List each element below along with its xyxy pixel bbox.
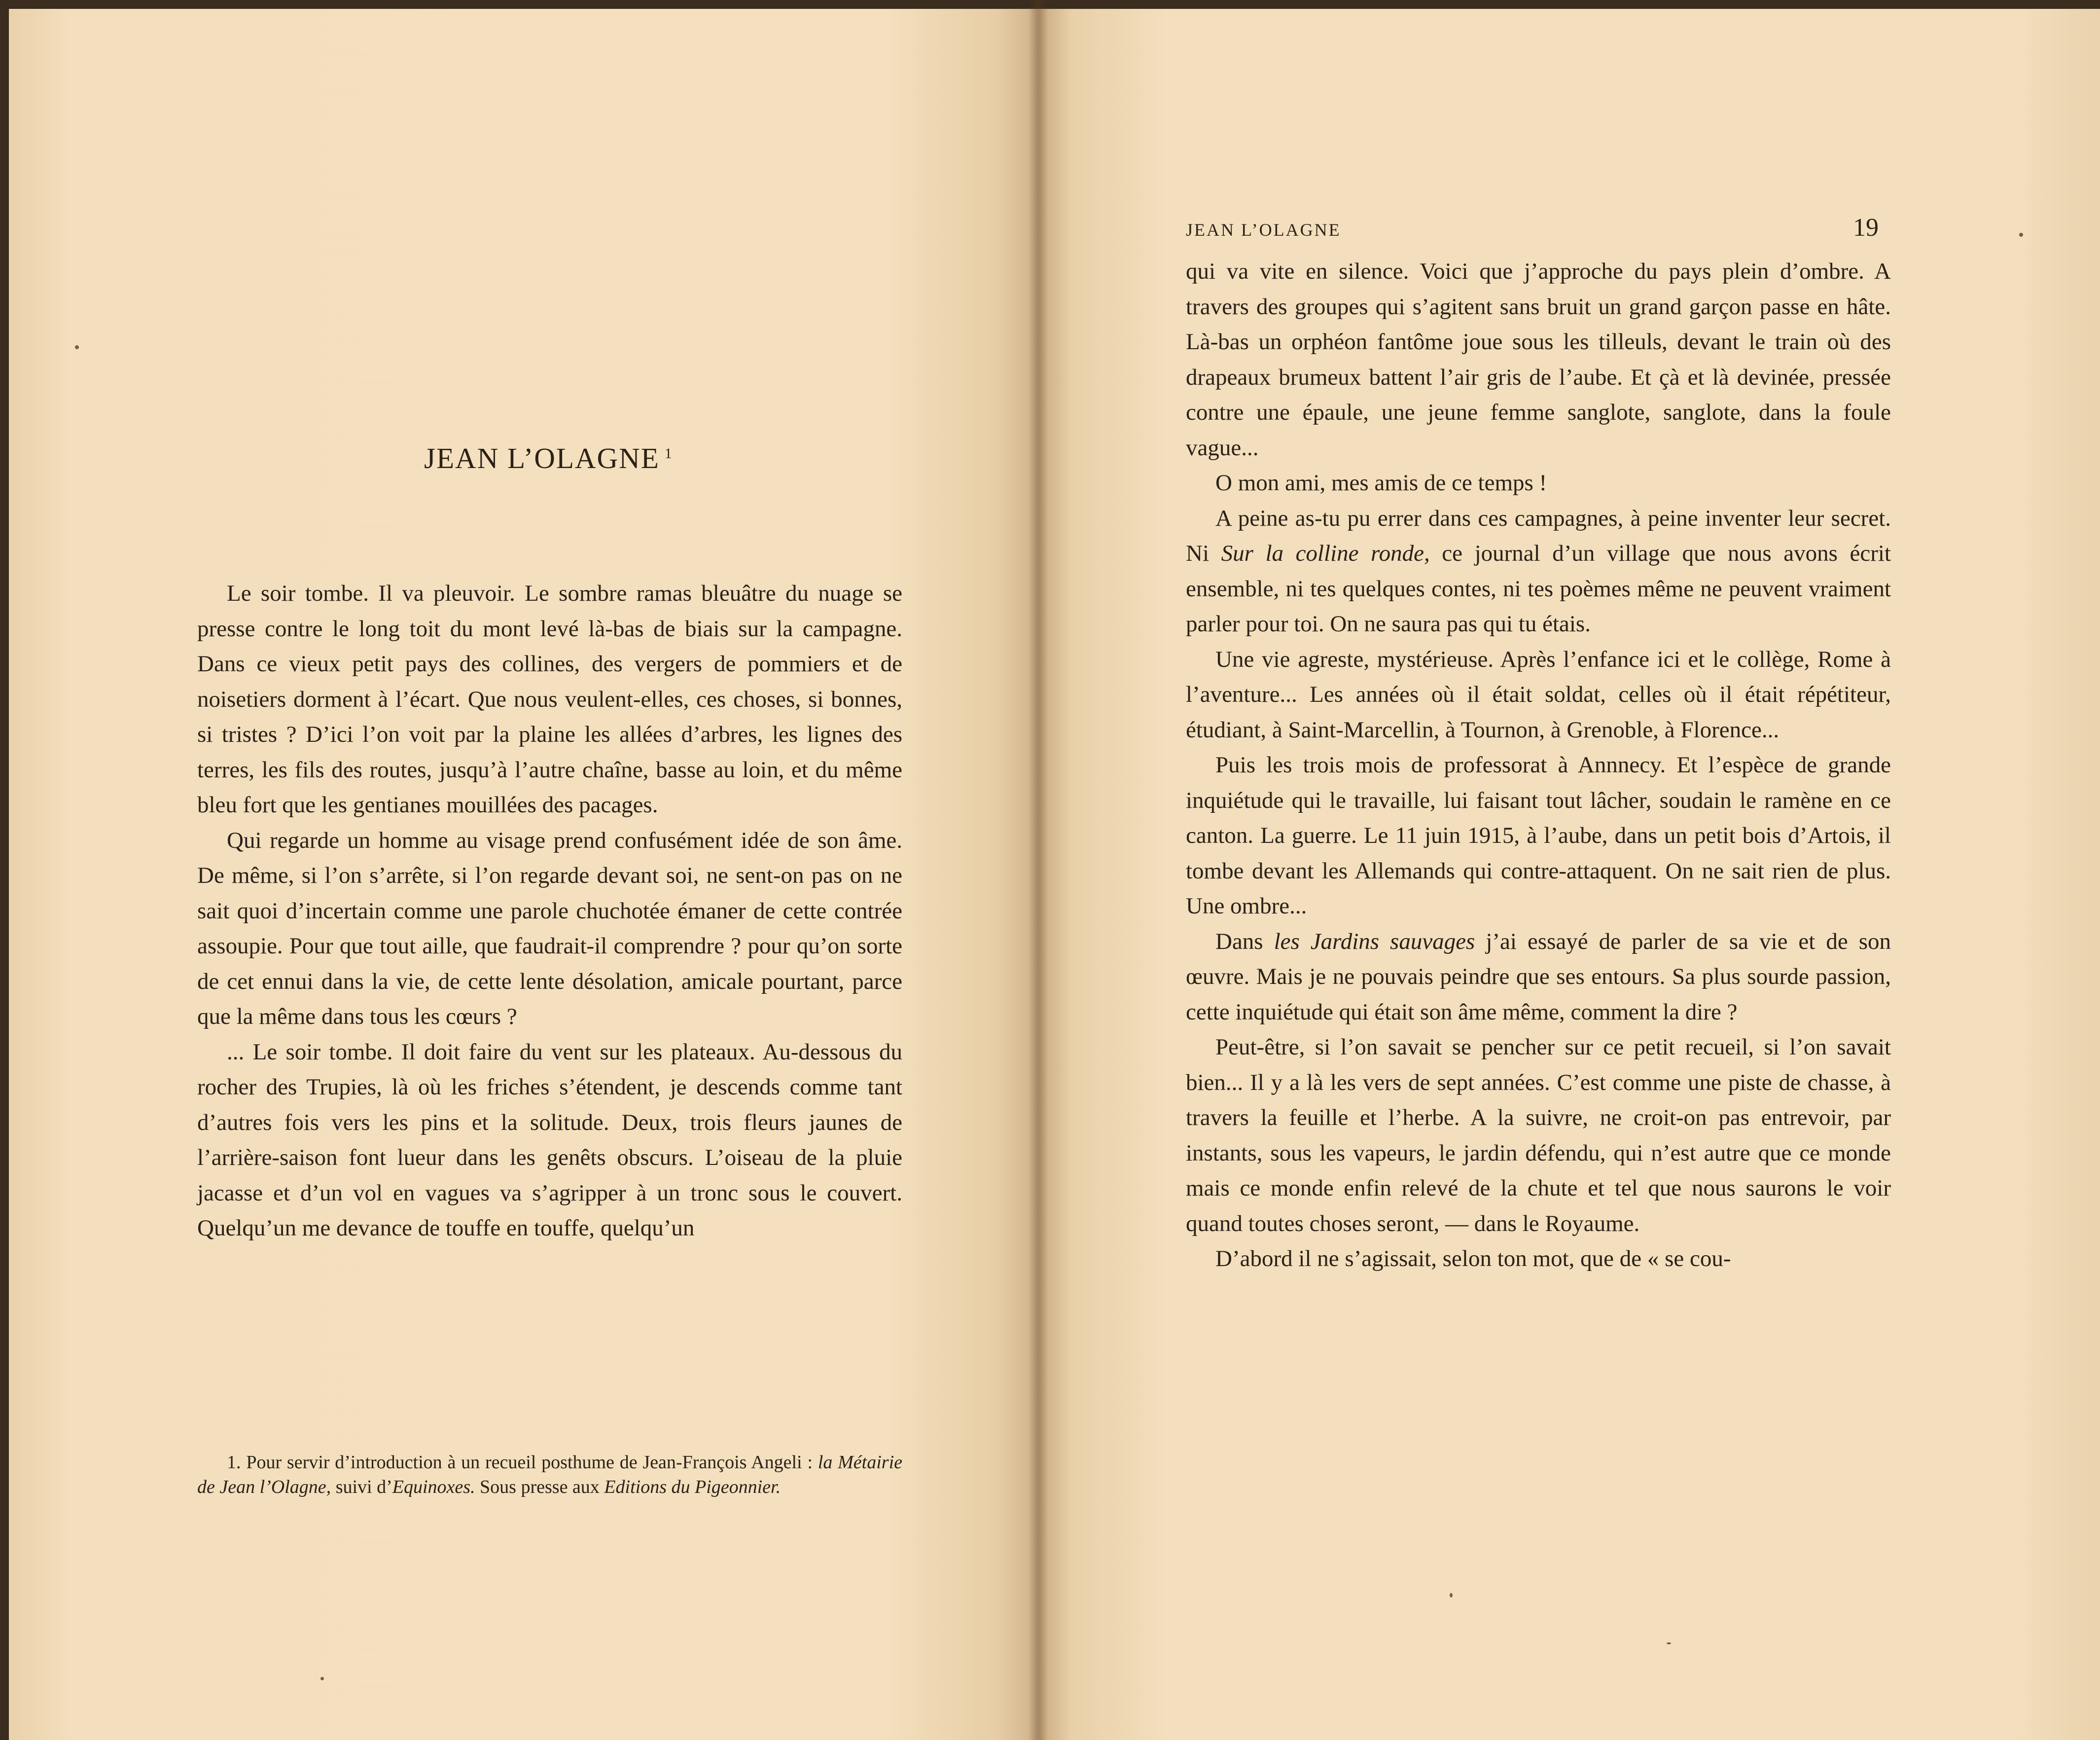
footnote-italic-title: Equinoxes.	[392, 1477, 475, 1497]
right-page-body	[1186, 254, 1891, 1277]
left-page-body	[197, 576, 902, 1246]
italic-title: les Jardins sauvages	[1274, 928, 1475, 954]
paper-speck	[75, 345, 79, 349]
italic-title: Sur la colline ronde,	[1221, 541, 1430, 566]
running-head: JEAN L’OLAGNE	[1186, 220, 1341, 240]
paragraph: qui va vite en silence. Voici que j’approche du pays plein d’ombre. A travers des groupes qui s’agitent sans bruit un grand garçon passe en hâte. Là-bas un orphéon fantôme joue sous les tilleuls, devant le train où des drapeaux brumeux battent l’air gris de l’aube. Et çà et là devinée, pressée contre une épaule, une jeune femme sanglote, sanglote, dans la foule vague...	[1186, 258, 1891, 461]
paragraph	[1186, 501, 1891, 642]
paper-speck	[2019, 233, 2023, 237]
paragraph: Peut-être, si l’on savait se pencher sur ce petit recueil, si l’on savait bien... Il y a là les vers de sept années. C’est comme une piste de chasse, à travers la feuille et l’herbe. A la suivre, ne croit-on pas entrevoir, par instants, sous les vapeurs, le jardin défendu, qui n’est autre que ce monde mais ce monde enfin relevé de la chute et tel que nous saurons le voir quand toutes choses seront, — dans le Royaume.	[1186, 1034, 1891, 1236]
paragraph: O mon ami, mes amis de ce temps !	[1215, 470, 1547, 496]
paragraph: Qui regarde un homme au visage prend confusément idée de son âme. De même, si l’on s’arrête, si l’on regarde devant soi, ne sent-on pas on ne sait quoi d’incertain comme une parole chuchotée émaner de cette contrée assoupie. Pour que tout aille, que faudrait-il comprendre ? pour qu’on sorte de cet ennui dans la vie, de cette lente désolation, amicale pourtant, parce que la même dans tous les cœurs ?	[197, 827, 902, 1029]
chapter-title-text: JEAN L’OLAGNE	[424, 442, 660, 474]
paper-speck	[1667, 1642, 1671, 1644]
paragraph-segment: j’ai essayé de parler de sa vie et de son œuvre. Mais je ne pouvais peindre que ses entours. Sa plus sourde passion, cette inquiétude qui était son âme même, comment la dire ?	[1186, 928, 1891, 1025]
footnote-segment: 1. Pour servir d’introduction à un recueil posthume de Jean-François Angeli :	[227, 1452, 818, 1473]
footnote-segment: suivi d’	[331, 1477, 392, 1497]
page-number: 19	[1853, 214, 1879, 242]
footnote-italic-publisher: Editions du Pigeonnier.	[604, 1477, 781, 1497]
footnote-text	[197, 1450, 902, 1499]
paragraph: Une vie agreste, mystérieuse. Après l’enfance ici et le collège, Rome à l’aventure... Les années où il était soldat, celles où il était répétiteur, étudiant, à Saint-Marcellin, à Tournon, à Grenoble, à Florence...	[1186, 646, 1891, 743]
footnote-italic-title: la Métairie de Jean l’Olagne,	[197, 1452, 903, 1497]
paragraph: D’abord il ne s’agissait, selon ton mot, que de « se cou-	[1215, 1246, 1731, 1271]
footnote-marker: 1	[664, 445, 673, 462]
paragraph-segment: Dans	[1215, 928, 1274, 954]
paragraph: Le soir tombe. Il va pleuvoir. Le sombre ramas bleuâtre du nuage se presse contre le long toit du mont levé là-bas de biais sur la campagne. Dans ce vieux petit pays des collines, des vergers de pommiers et de noisetiers dorment à l’écart. Que nous veulent-elles, ces choses, si bonnes, si tristes ? D’ici l’on voit par la plaine les allées d’arbres, les lignes des terres, les fils des routes, jusqu’à l’autre chaîne, basse au loin, et du même bleu fort que les gentianes mouillées des pacages.	[197, 580, 902, 818]
paper-speck	[320, 1677, 324, 1680]
paragraph	[1186, 924, 1891, 1030]
chapter-title	[424, 441, 673, 475]
paper-speck	[1450, 1593, 1453, 1597]
footnote-segment: Sous presse aux	[475, 1477, 605, 1497]
paragraph: ... Le soir tombe. Il doit faire du vent sur les plateaux. Au-dessous du rocher des Trupies, là où les friches s’étendent, je descends comme tant d’autres fois vers les pins et la solitude. Deux, trois fleurs jaunes de l’arrière-saison font lueur dans les genêts obscurs. L’oiseau de la pluie jacasse et d’un vol en vagues va s’agripper à un tronc sous le couvert. Quelqu’un me devance de touffe en touffe, quelqu’un	[197, 1039, 902, 1241]
paragraph: Puis les trois mois de professorat à Annnecy. Et l’espèce de grande inquiétude qui le travaille, lui faisant tout lâcher, soudain le ramène en ce canton. La guerre. Le 11 juin 1915, à l’aube, dans un petit bois d’Artois, il tombe devant les Allemands qui contre-attaquent. On ne sait rien de plus. Une ombre...	[1186, 752, 1891, 919]
paragraph-segment: ce journal d’un village que nous avons écrit ensemble, ni tes quelques contes, ni tes poèmes même ne peuvent vraiment parler pour toi. On ne saura pas qui tu étais.	[1186, 541, 1891, 637]
paragraph-segment: A peine as-tu pu errer dans ces campagnes, à peine inventer leur secret. Ni	[1186, 505, 1891, 566]
footnote	[197, 1450, 902, 1499]
